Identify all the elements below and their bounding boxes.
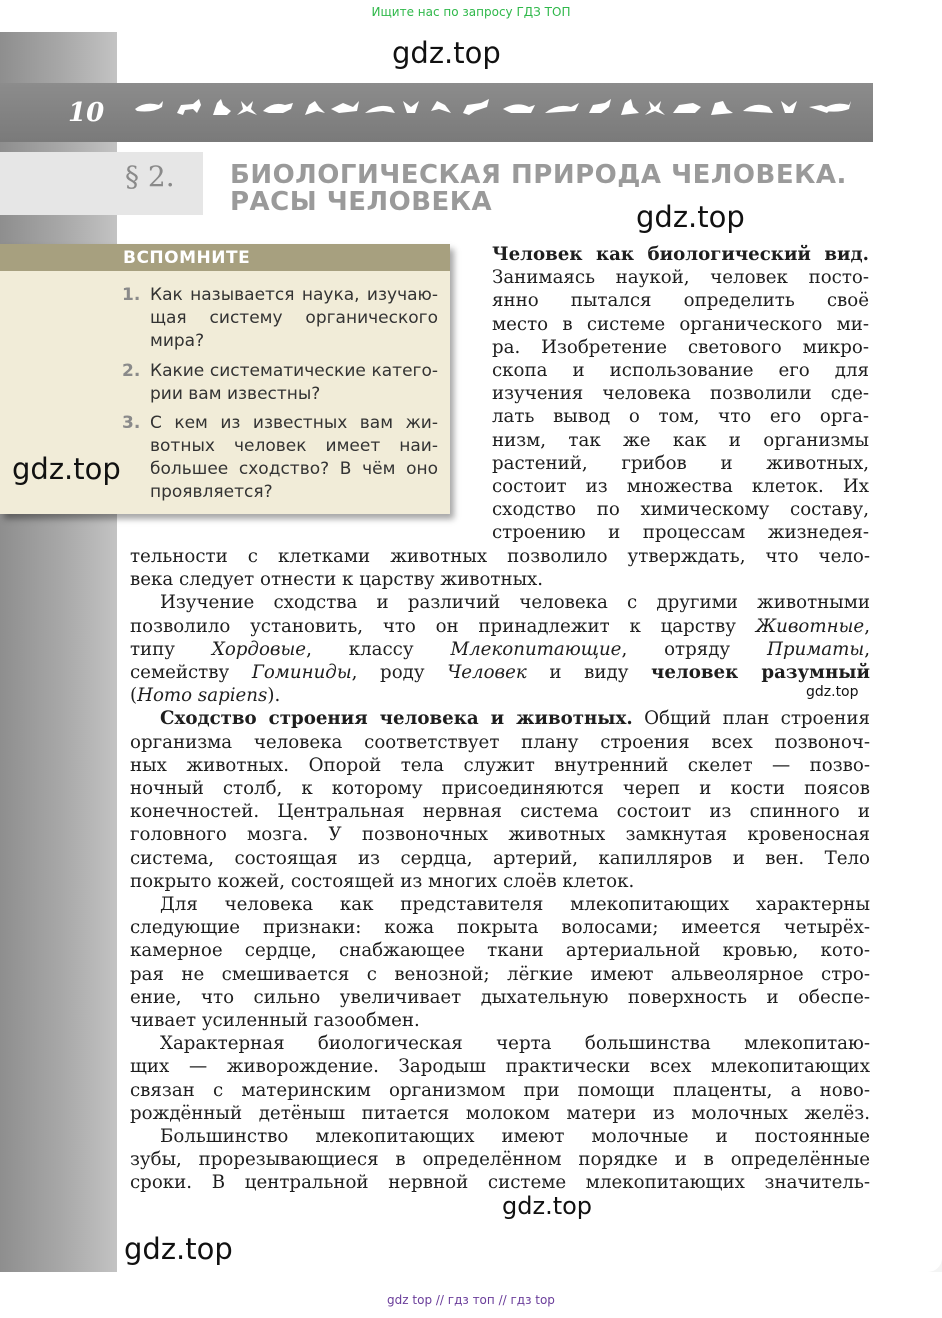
recall-question-number: 2. — [122, 361, 141, 381]
taxon-class: Млекопитающие — [450, 638, 622, 660]
text-line: конечностей. Центральная нервная система состоит из спинного и — [130, 801, 870, 823]
side-strip — [0, 32, 117, 1272]
taxon-genus: Человек — [447, 662, 527, 684]
text-line: связан с материнским организмом при помощи плаценты, а ново- — [130, 1079, 870, 1101]
text-line: лать вывод о том, что его орга- — [492, 406, 869, 428]
text-span: ). — [267, 685, 281, 707]
text-line: состоит из множества клеток. Их — [492, 476, 869, 498]
recall-question-number: 3. — [122, 413, 141, 433]
text-line: сходство по химическому составу, — [492, 499, 869, 521]
text-span: позволило установить, что он принадлежит к царству — [130, 615, 756, 637]
animal-silhouettes-icon — [133, 95, 853, 119]
text-line: рая не смешивается с венозной; лёгкие имеют альвеолярное стро- — [130, 963, 870, 985]
taxon-family: Гоминиды — [251, 662, 352, 684]
text-line: чивает усиленный газообмен. — [130, 1010, 420, 1032]
paragraph-heading: Человек как биологический вид. — [492, 244, 869, 265]
recall-question-text: Какие систематические категории вам известны? — [150, 361, 438, 404]
text-line: ночный столб, к которому присоединяются череп и кости поясов — [130, 778, 870, 800]
section-title-line-1: БИОЛОГИЧЕСКАЯ ПРИРОДА ЧЕЛОВЕКА. — [230, 160, 847, 190]
recall-question-text: С кем из известных вам животных человек имеет наибольшее сходство? В чём оно проявляется? — [150, 413, 438, 502]
recall-question-1 — [122, 284, 438, 353]
text-line: строению и процессам жизнедея- — [492, 522, 869, 544]
taxon-phylum: Хордовые — [211, 638, 307, 660]
recall-question-3 — [122, 412, 438, 504]
paragraph-1-heading-line — [492, 243, 869, 266]
recall-question-2 — [122, 360, 438, 406]
recall-question-number: 1. — [122, 285, 141, 305]
section-number: § 2. — [125, 160, 175, 193]
text-span: типу — [130, 638, 212, 660]
text-line: растений, грибов и животных, — [492, 452, 869, 474]
text-span: и виду — [526, 662, 652, 684]
text-line: покрыто кожей, состоящей из многих слоёв клеток. — [130, 870, 635, 892]
recall-question-text: Как называется наука, изучающая систему органического мира? — [150, 285, 438, 351]
watermark: gdz.top — [806, 684, 859, 700]
text-line: века следует отнести к царству животных. — [130, 569, 544, 591]
text-line: щих — живорождение. Зародыш практически всех млекопитающих — [130, 1056, 870, 1078]
text-line: камерное сердце, снабжающее ткани артериальной кровью, кото- — [130, 940, 870, 962]
watermark: gdz.top — [124, 1232, 233, 1266]
bottom-links[interactable]: gdz top // гдз топ // гдз top — [387, 1293, 555, 1307]
text-line: изучения человека позволили сде- — [492, 383, 869, 405]
text-line: Характерная биологическая черта большинства млекопитаю- — [160, 1033, 870, 1055]
text-line: головного мозга. У позвоночных животных замкнутая кровеносная — [130, 824, 870, 846]
body-text — [130, 545, 870, 1195]
taxon-species: человек разумный — [651, 662, 870, 684]
text-line: система, состоящая из сердца, артерий, капилляров и вен. Тело — [130, 847, 870, 869]
text-line: ение, что сильно увеличивает дыхательную поверхность и обеспе- — [130, 986, 870, 1008]
text-line: ных животных. Опорой тела служит внутренний скелет — позво- — [130, 754, 870, 776]
text-line: следующие признаки: кожа покрыта волосами; имеется четырёх- — [130, 917, 870, 939]
text-span: , отряду — [621, 638, 768, 660]
watermark: gdz.top — [392, 36, 501, 70]
text-line: зубы, прорезывающиеся в определённом порядке и в определённые — [130, 1149, 870, 1171]
text-line: Изучение сходства и различий человека с другими животными — [160, 592, 870, 614]
text-line — [130, 707, 870, 730]
text-line: рождённый детёныш питается молоком матери из молочных желёз. — [130, 1102, 870, 1124]
section-title — [230, 162, 870, 216]
text-line — [130, 638, 870, 661]
text-line — [130, 684, 870, 707]
text-line: скопа и использование его для — [492, 360, 869, 382]
top-banner-text: Ищите нас по запросу ГДЗ ТОП — [371, 5, 571, 19]
text-span: , классу — [306, 638, 451, 660]
text-line — [130, 615, 870, 638]
text-span: Общий план строения — [632, 708, 870, 730]
watermark: gdz.top — [636, 200, 745, 234]
taxon-order: Приматы — [767, 638, 865, 660]
text-span: , — [864, 638, 871, 660]
paragraph-heading: Сходство строения человека и животных. — [160, 708, 633, 730]
text-line: Занимаясь наукой, человек посто- — [492, 267, 869, 289]
recall-title: ВСПОМНИТЕ — [123, 248, 251, 268]
section-title-line-2: РАСЫ ЧЕЛОВЕКА — [230, 187, 493, 217]
watermark: gdz.top — [12, 452, 121, 486]
taxon-latin: Homo sapiens — [137, 685, 268, 707]
text-line: сроки. В центральной нервной системе млекопитающих значитель- — [130, 1172, 870, 1194]
watermark: gdz.top — [502, 1192, 593, 1220]
text-line: место в системе органического ми- — [492, 313, 869, 335]
text-span: , — [864, 615, 870, 637]
taxon-kingdom: Животные — [755, 615, 865, 637]
text-line — [130, 661, 870, 684]
text-line: ра. Изобретение светового микро- — [492, 336, 869, 358]
text-span: семейству — [130, 662, 252, 684]
text-line: Большинство млекопитающих имеют молочные и постоянные — [160, 1126, 870, 1148]
text-line: тельности с клетками животных позволило утверждать, что чело- — [130, 546, 870, 567]
text-line: янно пытался определить своё — [492, 290, 869, 312]
text-line: организма человека соответствует плану строения всех позвоноч- — [130, 731, 870, 753]
text-line: низм, так же как и организмы — [492, 429, 869, 451]
page-number: 10 — [68, 98, 105, 128]
paragraph-1 — [492, 243, 869, 545]
text-span: , роду — [351, 662, 448, 684]
text-line: Для человека как представителя млекопитающих характерны — [160, 894, 870, 916]
text-span: ( — [130, 685, 138, 707]
